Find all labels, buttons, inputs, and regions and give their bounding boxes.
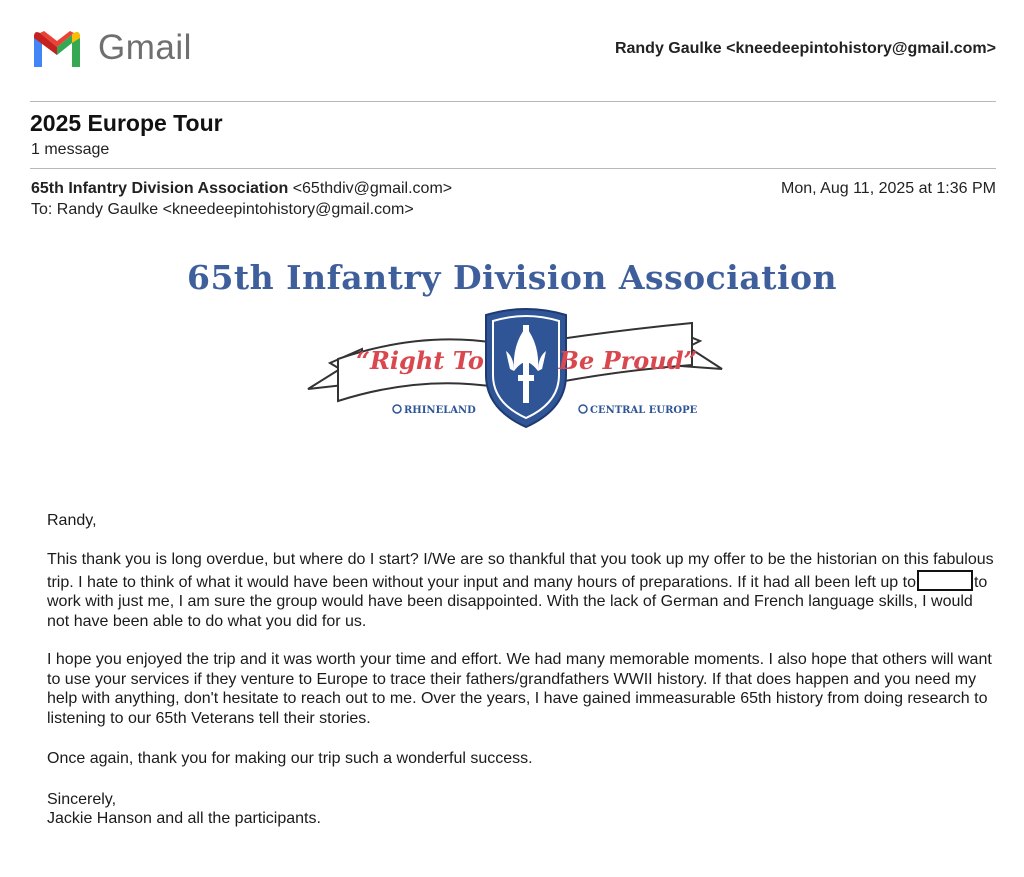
- letter-paragraph-2: I hope you enjoyed the trip and it was worth your time and effort. We had many memorable moments. I also hope that others will want to use your services if they venture to Europe to trace their fathers/grandfathers WWII history. If that does happen and you need my help with anything, don't hesitate to reach out to me. Over the years, I have gained immeasurable 65th history from doing research to listening to our 65th Veterans tell their stories.: [47, 651, 992, 727]
- letter-paragraph-3: Once again, thank you for making our trip such a wonderful success.: [47, 750, 533, 767]
- thread-subject: 2025 Europe Tour: [30, 110, 223, 136]
- motto-right: Be Proud”: [558, 346, 698, 375]
- paragraph-1-end: to work with just me, I am sure the group would have been disappointed. With the lack of German and French language skills, I would not have been able to do what you did for us.: [47, 573, 988, 630]
- account-address: Randy Gaulke <kneedeepintohistory@gmail.com>: [614, 40, 996, 57]
- paragraph-1-start: This thank you is long overdue, but where do I start? I/We are so thankful that you took up my offer to be the historian on this fabulous trip. I hate to think of what it would have been without your input and many hours of preparations. If it had all been left up to: [47, 551, 994, 591]
- campaign-central-europe: CENTRAL EUROPE: [590, 405, 698, 416]
- message-sender: [31, 180, 452, 198]
- message-recipient: To: Randy Gaulke <kneedeepintohistory@gmail.com>: [31, 201, 414, 218]
- gmail-wordmark: Gmail: [98, 28, 192, 67]
- message-divider: [30, 168, 996, 169]
- sender-name: 65th Infantry Division Association: [31, 180, 289, 197]
- message-count: 1 message: [31, 141, 110, 158]
- gmail-logo-icon: [30, 27, 84, 69]
- association-title: 65th Infantry Division Association: [187, 258, 837, 297]
- message-date: Mon, Aug 11, 2025 at 1:36 PM: [781, 180, 996, 197]
- campaign-rhineland: RHINELAND: [404, 405, 476, 416]
- header-divider: [30, 101, 996, 102]
- letter-greeting: Randy,: [47, 512, 97, 529]
- motto-left: “Right To: [356, 346, 484, 375]
- redacted-name-box: [917, 570, 973, 591]
- letter-closing: Sincerely,: [47, 791, 117, 808]
- letter-paragraph-1: [47, 550, 997, 631]
- letter-signature: Jackie Hanson and all the participants.: [47, 810, 321, 827]
- association-logo: [300, 305, 730, 435]
- sender-email: <65thdiv@gmail.com>: [292, 180, 453, 197]
